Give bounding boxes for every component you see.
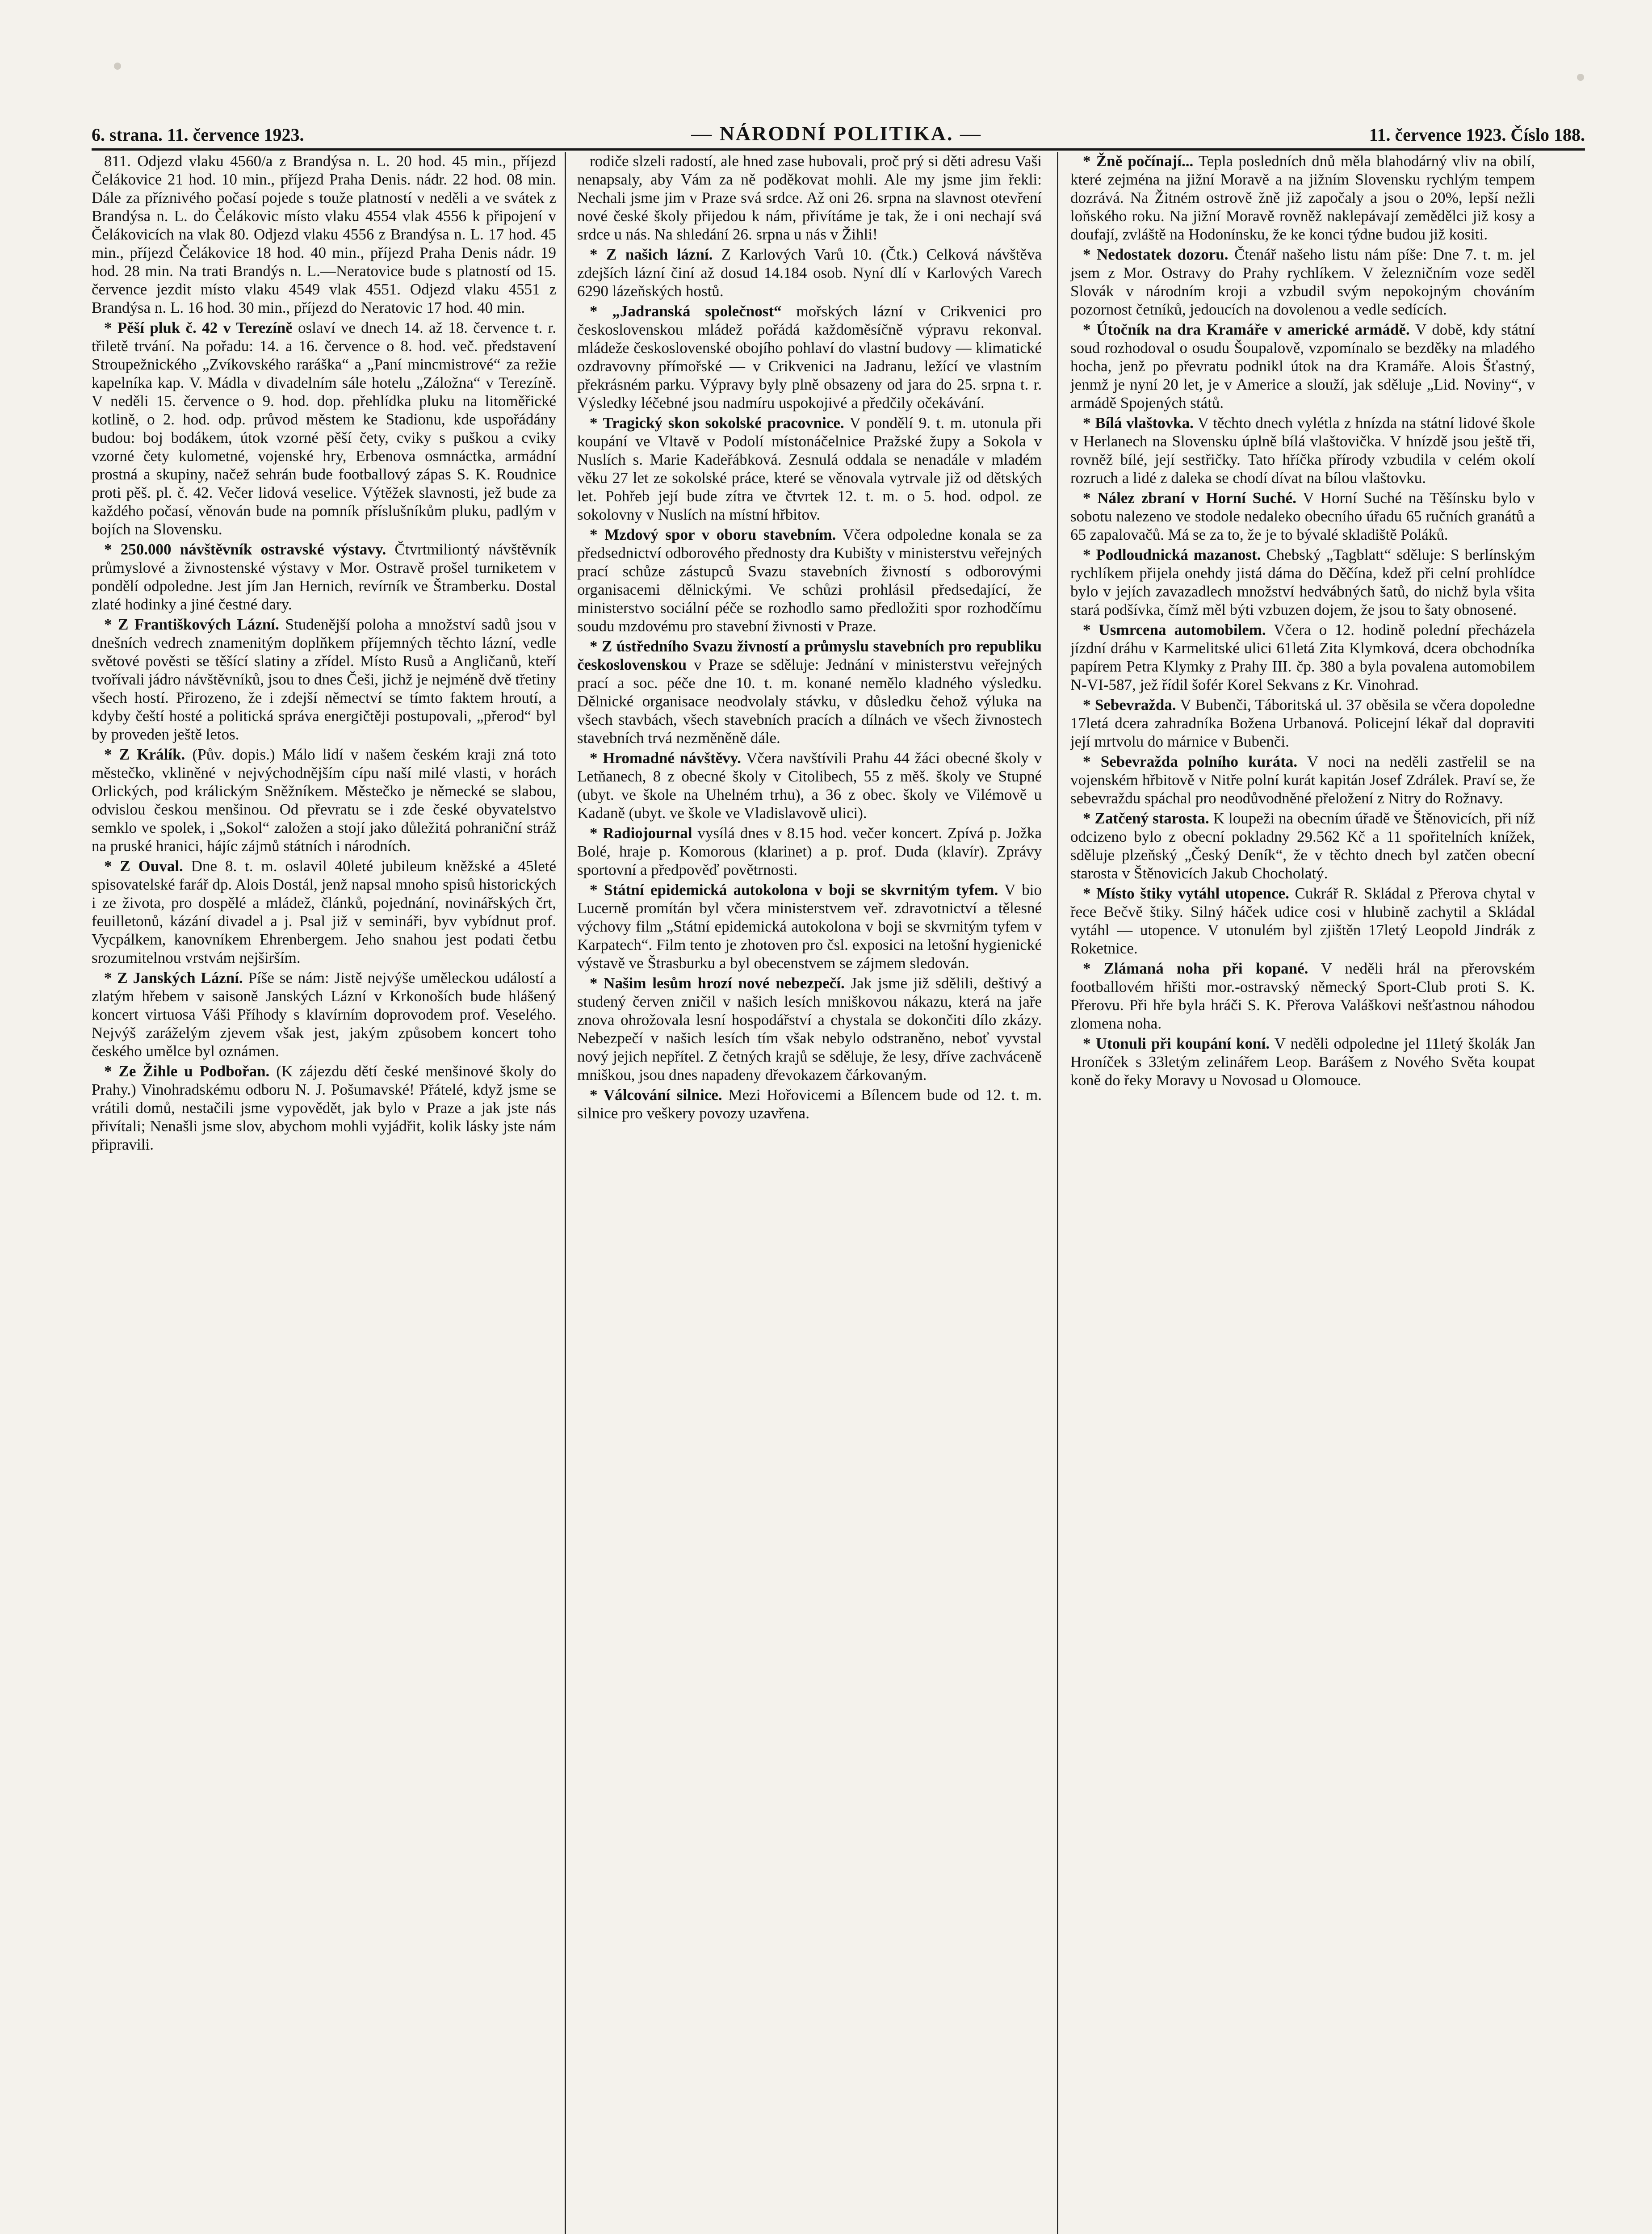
article-body: K loupeži na obecním úřadě ve Štěnovicích, při níž odcizeno bylo z obecní pokladny 29.562 Kč a 11 spořitelních knížek, sděluje plzeňský „Český Deník“, že v těchto dnech byl zatčen obecní starosta v Štěnovicích Jakub Chocholatý. (1070, 810, 1535, 882)
article-headline: * 250.000 návštěvník ostravské výstavy. (104, 541, 386, 558)
article-headline: * Hromadné návštěvy. (590, 749, 741, 767)
article-headline: * Sebevražda. (1083, 696, 1176, 714)
header-left: 6. strana. 11. července 1923. (92, 125, 304, 145)
article-headline: * Nedostatek dozoru. (1083, 246, 1229, 263)
article-body: Píše se nám: Jistě nejvýše uměleckou událostí a zlatým hřebem v saisoně Janských Lázní v Krkonoších bude hlášený koncert virtuosa Váši Příhody s klavírním doprovodem prof. Veselého. Nejvýš zaráželým zjevem však jest, jakým způsobem koncert toho českého umělce byl oznámen. (92, 969, 556, 1060)
column-2 (577, 152, 1042, 2234)
article (1070, 1034, 1535, 1089)
article (92, 969, 556, 1060)
article-headline: * Z Ouval. (104, 857, 183, 875)
article-headline: * Ze Žihle u Podbořan. (104, 1062, 270, 1080)
article (577, 1086, 1042, 1122)
article-body: Čtenář našeho listu nám píše: Dne 7. t. m. jel jsem z Mor. Ostravy do Prahy rychlíkem. V železničním voze seděl Slovák v národním kroji a vzbudil svým nepokojným chováním pozornost četníků, jedoucích na dovolenou a vedle sedících. (1070, 246, 1535, 318)
article (92, 857, 556, 967)
article-body: Včera navštívili Prahu 44 žáci obecné školy v Letňanech, 8 z obecné školy v Citolibech, 55 z měš. školy ve Stupné (ubyt. ve škole na Uhelném trhu), a 36 z obec. školy ve Vilémově u Kadaně (ubyt. ve škole ve Vladislavově ulici). (577, 749, 1042, 822)
header-right: 11. července 1923. Číslo 188. (1369, 125, 1585, 145)
article-body: oslaví ve dnech 14. až 18. července t. r. třiletě trvání. Na pořadu: 14. a 16. července o 8. hod. več. představení Stroupežnického „Zvíkovského raráška“ a „Paní mincmistrové“ za režie kapelníka kap. V. Mádla v divadelním sále hotelu „Záložna“ v Terezíně. V neděli 15. července o 9. hod. dop. přehlídka pluku na litoměřické kotlině, o 2. hod. odp. průvod městem ke Stadionu, kde uspořádány budou: boj bodákem, útok vzorné pěší čety, cviky s puškou a cviky vzorné čety kulometné, vojenské hry, Erbenova osmnáctka, armádní prostná a skupiny, načež sehrán bude footballový zápas S. K. Roudnice proti pěš. pl. č. 42. Večer lidová veselice. Výtěžek slavnosti, jež bude za každého počasí, věnován bude na pomník příslušníkům pluku, padlým v bojích na Slovensku. (92, 319, 556, 538)
article (577, 525, 1042, 635)
scan-speck (114, 63, 121, 70)
article (1070, 959, 1535, 1033)
article-body: Z Karlových Varů 10. (Čtk.) Celková návštěva zdejších lázní činí až dosud 14.184 osob. Nyní dlí v Karlových Varech 6290 lázeňských hostů. (577, 246, 1042, 300)
article-headline: * Našim lesům hrozí nové nebezpečí. (590, 974, 845, 992)
article-body: Včera odpoledne konala se za předsednictví odborového přednosty dra Kubišty v ministerstvu veřejných prací schůze zástupců Svazu stavebních živností s odborovými organisacemi dělnickými. Ve schůzi prohlásil předsedající, že ministerstvo sociální péče se rozhodlo samo předložiti spor rozhodčímu soudu mzdovému pro stavební živnosti v Praze. (577, 526, 1042, 635)
article-headline: * Pěší pluk č. 42 v Terezíně (104, 319, 293, 336)
article-body: Tepla posledních dnů měla blahodárný vliv na obilí, které zejména na jižní Moravě a na jižním Slovensku rychlým tempem dozrává. Na Žitném ostrově žně již započaly a jsou o 20%, lepší nežli loňského roku. Na jižní Moravě rovněž naklepávají zemědělci již kosy a doufají, zvláště na Hodonínsku, že ke konci týdne budou již kositi. (1070, 152, 1535, 243)
article-body: Jak jsme již sdělili, deštivý a studený červen zničil v našich lesích mniškovou nákazu, která na jaře znova ohrožovala lesní hospodářství a chystala se dokončiti dílo zkázy. Nebezpečí v našich lesích tím však nebylo odstraněno, neboť vyvstal nový jejich nepřítel. Z četných krajů se sděluje, že lesy, dříve zachváceně mniškou, jsou dnes napadeny dřevokazem čárkovaným. (577, 974, 1042, 1083)
article-body: mořských lázní v Crikvenici pro československou mládež pořádá každoměsíčně výpravu rekonval. mládeže československé obojího pohlaví do vlastní budovy — klimatické ozdravovny přímořské — v Crikvenici na Jadranu, ležící ve vlastním překrásném parku. Výpravy byly plně obsazeny od jara do 25. srpna t. r. Výsledky léčebné jsou nadmíru uspokojivé a předčily očekávání. (577, 302, 1042, 412)
article-headline: * Tragický skon sokolské pracovnice. (590, 414, 844, 432)
article-body: rodiče slzeli radostí, ale hned zase hubovali, proč prý si děti adresu Vaši nenapsaly, aby Vám za ně poděkovat mohli. Ale my jsme jim řekli: Nechali jsme jim v Praze svá srdce. Až oni 26. srpna na slavnost otevření nové české školy přijedou k nám, přivítáme je tak, že i oni nechají svá srdce u nás. Na shledání 26. srpna u nás v Žihli! (577, 152, 1042, 243)
article-headline: * Z Janských Lázní. (104, 969, 243, 987)
article-headline: * Z našich lázní. (590, 246, 713, 263)
scan-speck (1577, 74, 1584, 81)
article (1070, 152, 1535, 244)
article-headline: * Z Králík. (104, 746, 185, 763)
article-body: V pondělí 9. t. m. utonula při koupání ve Vltavě v Podolí místonáčelnice Pražské župy a Sokola v Nuslích s. Marie Kadeřábková. Zesnulá oddala se nenadále v mladém věku 27 let ze sokolské práce, které se věnovala vytrvale již od dětských let. Pohřeb její bude zítra ve čtvrtek 12. t. m. o 5. hod. odpol. ze sokolovny v Nuslích na místní hřbitov. (577, 414, 1042, 523)
article-headline: * Radiojournal (590, 824, 692, 842)
article-body: V noci na neděli zastřelil se na vojenském hřbitově v Nitře polní kurát kapitán Josef Zdrálek. Praví se, že sebevraždu spáchal pro neodůvodněné přeložení z Nitry do Rožnavy. (1070, 753, 1535, 807)
article-headline: * Z Františkových Lázní. (104, 616, 279, 633)
article-body: V Horní Suché na Těšínsku bylo v sobotu nalezeno ve stodole nedaleko obecního úřadu 65 ručních granátů a 65 zapalovačů. Má se za to, že je to bývalé skladiště Poláků. (1070, 489, 1535, 543)
article-headline: * Státní epidemická autokolona v boji se skvrnitým tyfem. (590, 881, 998, 899)
article-body: V neděli odpoledne jel 11letý školák Jan Hroníček s 33letým zelinářem Leop. Barášem z Nového Světa koupat koně do řeky Moravy u Novosad u Olomouce. (1070, 1035, 1535, 1089)
article-headline: * Místo štiky vytáhl utopence. (1083, 885, 1289, 902)
article (92, 152, 556, 317)
article-headline: * Sebevražda polního kuráta. (1083, 753, 1298, 770)
article (1070, 546, 1535, 619)
article-headline: * Nález zbraní v Horní Suché. (1083, 489, 1296, 507)
article-headline: * Zatčený starosta. (1083, 810, 1209, 827)
article-body: 811. Odjezd vlaku 4560/a z Brandýsa n. L. 20 hod. 45 min., příjezd Čelákovice 21 hod. 10 min., příjezd Praha Denis. nádr. 22 hod. 08 min. Dále za příznivého počasí pojede s touže platností v neděli a ve svátek z Brandýsa n. L. do Čelákovic místo vlaku 4554 vlak 4556 k připojení v Čelákovicích na vlak 80. Odjezd vlaku 4556 z Brandýsa n. L. 17 hod. 45 min., příjezd Čelákovice 18 hod. 40 min., příjezd Praha Denis nádr. 19 hod. 28 min. Na trati Brandýs n. L.—Neratovice bude s platností od 15. července jezdit místo vlaku 4549 vlak 4551. Odjezd vlaku 4551 z Brandýsa n. L. 16 hod. 30 min., příjezd do Neratovic 17 hod. 40 min. (92, 152, 556, 316)
masthead-title: — NÁRODNÍ POLITIKA. — (691, 122, 982, 145)
article (577, 414, 1042, 524)
article-headline: * Válcování silnice. (590, 1086, 722, 1104)
page-header (92, 114, 1585, 145)
column-1 (92, 152, 556, 2234)
article-body: V neděli hrál na přerovském footballovém hřišti mor.-ostravský německý Sport-Club proti S. K. Přerovu. Při hře byla hráči S. K. Přerova Valáškovi nešťastnou náhodou zlomena noha. (1070, 960, 1535, 1032)
article (1070, 414, 1535, 487)
article-body: V těchto dnech vylétla z hnízda na státní lidové škole v Herlanech na Slovensku úplně bílá vlaštovička. V hnízdě jsou ještě tři, rovněž bílé, její sestřičky. Tato hříčka přírody vzbudila v celém okolí rozruch a lidé z daleka se chodí dívat na bílou vlaštovku. (1070, 414, 1535, 487)
article (577, 637, 1042, 747)
article (577, 302, 1042, 412)
article (1070, 884, 1535, 957)
article-body: vysílá dnes v 8.15 hod. večer koncert. Zpívá p. Jožka Bolé, hraje p. Komorous (klarinet) a p. prof. Duda (klavír). Zprávy sportovní a předpověď povětrnosti. (577, 824, 1042, 878)
column-divider (1057, 152, 1058, 2234)
article (92, 540, 556, 613)
article-body: v Praze se sděluje: Jednání v ministerstvu veřejných prací a soc. péče dne 10. t. m. konané nemělo kladného výsledku. Dělnické organisace neodvolaly stávku, v důsledku čehož výluka na všech stavbách, všech stavebních pracích a dílnách ve všech živnostech stavebních trvá nezměněně dále. (577, 656, 1042, 747)
article-body: Včera o 12. hodině polední přecházela jízdní dráhu v Karmelitské ulici 61letá Zita Klymková, dcera obchodníka papírem Petra Klymky z Prahy III. čp. 380 a byla povalena automobilem N-VI-587, jež řídil šofér Korel Sekvans z Kr. Vinohrad. (1070, 621, 1535, 693)
article (577, 245, 1042, 300)
article-body: Chebský „Tagblatt“ sděluje: S berlínským rychlíkem přijela onehdy jistá dáma do Děčína, kdež při celní prohlídce bylo v jejích zavazadlech množství hedvábných šatů, do nichž byla všita stará podšívka, čímž měl býti vzbuzen dojem, že jsou to šaty obnosené. (1070, 546, 1535, 618)
article-body: V Bubenči, Táboritská ul. 37 oběsila se včera dopoledne 17letá dcera zahradníka Božena Urbanová. Policejní lékař dal dopraviti její mrtvolu do márnice v Bubenči. (1070, 696, 1535, 750)
article-headline: * Bílá vlaštovka. (1083, 414, 1194, 432)
column-3 (1070, 152, 1535, 2234)
header-rule (92, 148, 1585, 151)
article-headline: * Útočník na dra Kramáře v americké armádě. (1083, 321, 1410, 338)
article-headline: * Žně počínají... (1083, 152, 1194, 170)
article (1070, 489, 1535, 544)
article-body: Mezi Hořovicemi a Bílencem bude od 12. t. m. silnice pro veškery povozy uzavřena. (577, 1086, 1042, 1122)
article (1070, 696, 1535, 751)
article-headline: * „Jadranská společnost“ (590, 302, 782, 320)
article-headline: * Usmrcena automobilem. (1083, 621, 1266, 638)
article (92, 615, 556, 743)
article (577, 152, 1042, 244)
article-body: Dne 8. t. m. oslavil 40leté jubileum kněžské a 45leté spisovatelské farář dp. Alois Dostál, jenž napsal mnoho spisů historických i ze života, pro dospělé a mládež, článků, pojednání, novinářských črt, feuilletonů, kázání divadel a j. Psal již v semináři, byv vybídnut prof. Vycpálkem, kanovníkem Ehrenbergem. Jeho snahou jest podati četbu srozumitelnou vrstvám nejširším. (92, 857, 556, 966)
article (92, 1062, 556, 1154)
article (1070, 320, 1535, 412)
article (92, 745, 556, 855)
article-body: Studenější poloha a množství sadů jsou v dnešních vedrech znamenitým doplňkem příjemných těchto lázní, vedle světové pověsti se těšící slatiny a zřídel. Místo Rusů a Angličanů, kteří tvořívali jádro návštěvníků, jsou to dnes Češi, jichž je nejméně dvě třetiny všech hostí. Přirozeno, že i zdejší němectví se tímto faktem hroutí, a kdyby čeští hosté a politická správa energičtěji postupovali, „přerod“ byl by proveden ještě letos. (92, 616, 556, 743)
article-headline: * Podloudnická mazanost. (1083, 546, 1261, 563)
article-headline: * Mzdový spor v oboru stavebním. (590, 526, 836, 543)
article (1070, 809, 1535, 882)
article (577, 974, 1042, 1084)
article-body: (Pův. dopis.) Málo lidí v našem českém kraji zná toto městečko, vkliněné v nejvýchodnějším cípu naší milé vlasti, v horách Orlických, pod králickým Sněžníkem. Městečko je německé se slabou, odvislou českou menšinou. Od převratu se i zde české obyvatelstvo semklo ve spolek, i „Sokol“ založen a stojí jako důležitá pohraniční stráž na pruské hranici, hájíc zájmů státních i národních. (92, 746, 556, 855)
article-headline: * Z ústředního Svazu živností a průmyslu stavebních pro republiku československou (577, 638, 1042, 673)
article (577, 881, 1042, 972)
article-headline: * Utonuli při koupání koní. (1083, 1035, 1270, 1052)
article-body: V bio Lucerně promítán byl včera ministerstvem veř. zdravotnictví a tělesné výchovy film „Státní epidemická autokolona v boji se skvrnitým tyfem v Karpatech“. Film tento je zhotoven pro čsl. exposici na letošní hygienické výstavě ve Štrasburku a byl obecenstvem se zájmem sledován. (577, 881, 1042, 972)
article (577, 824, 1042, 879)
article-body: Cukrář R. Skládal z Přerova chytal v řece Bečvě štiky. Silný háček udice cosi v hlubině zachytil a Skládal vytáhl — utopence. V utonulém byl zjištěn 17letý Leopold Jindrák z Roketnice. (1070, 885, 1535, 957)
article (1070, 245, 1535, 319)
article (577, 749, 1042, 822)
article (1070, 621, 1535, 694)
article-headline: * Zlámaná noha při kopané. (1083, 960, 1308, 977)
column-divider (565, 152, 566, 2234)
article (1070, 752, 1535, 807)
article-body: Čtvrtmiliontý návštěvník průmyslové a živnostenské výstavy v Mor. Ostravě prošel turniketem v pondělí odpoledne. Jest jím Jan Hernich, revírník ve Štramberku. Dostal zlaté hodinky a jiné čestné dary. (92, 541, 556, 613)
article-body: (K zájezdu dětí české menšinové školy do Prahy.) Vinohradskému odboru N. J. Pošumavské! Přátelé, když jsme se vrátili domů, nestačili jsme vypovědět, jak bylo v Praze a jak jste nás přivítali; Nenašli jsme slov, abychom mohli vyjádřit, kolik lásky jste nám připravili. (92, 1062, 556, 1153)
article-body: V době, kdy státní soud rozhodoval o osudu Šoupalově, vzpomínalo se bezděky na mladého hocha, jenž po převratu podnikl útok na dra Kramáře. Alois Šťastný, jenmž je nyní 20 let, je v Americe a slouží, jak sděluje „Lid. Noviny“, v armádě Spojených států. (1070, 321, 1535, 412)
article (92, 319, 556, 538)
